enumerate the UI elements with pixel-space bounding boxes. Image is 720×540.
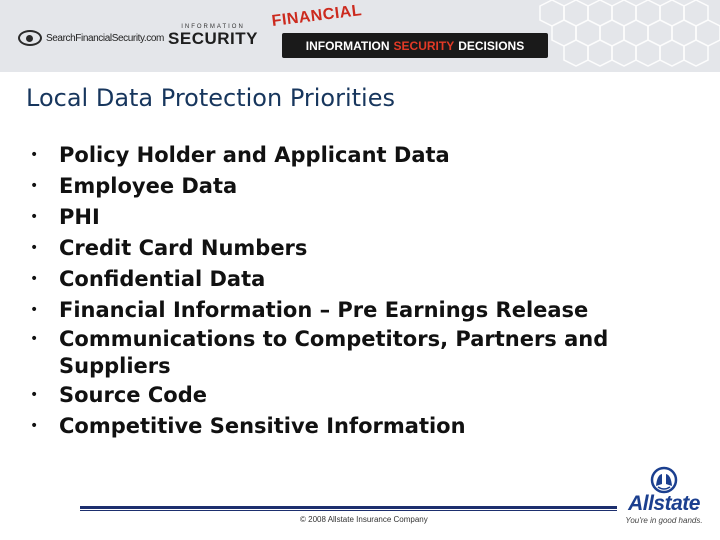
magazine-logo-small: INFORMATION — [181, 24, 245, 30]
list-item — [28, 233, 708, 264]
list-item — [28, 171, 708, 202]
bullet-list — [28, 140, 708, 442]
list-item — [28, 411, 708, 442]
list-item-text: Source Code — [59, 383, 207, 407]
bullet-icon: • — [30, 147, 39, 163]
list-item-text: Policy Holder and Applicant Data — [59, 143, 450, 167]
bullet-icon: • — [30, 240, 39, 256]
list-item-text: Employee Data — [59, 174, 238, 198]
site-logo — [18, 30, 164, 46]
decisions-bar — [282, 33, 548, 58]
decisions-part3: DECISIONS — [458, 38, 525, 53]
list-item-text: PHI — [59, 205, 100, 229]
bullet-icon: • — [30, 418, 39, 434]
magazine-logo — [168, 24, 258, 49]
decisions-part2: SECURITY — [393, 38, 455, 53]
slide-title: Local Data Protection Priorities — [26, 84, 395, 112]
footer-rule-thin — [80, 510, 617, 511]
site-name: SearchFinancialSecurity.com — [46, 32, 164, 44]
list-item — [28, 380, 708, 411]
copyright-text: © 2008 Allstate Insurance Company — [300, 515, 428, 524]
brand-logo — [616, 466, 712, 532]
list-item — [28, 264, 708, 295]
decisions-part1: INFORMATION — [305, 38, 390, 53]
footer-rule — [80, 506, 617, 509]
brand-tagline: You're in good hands. — [625, 516, 703, 525]
eye-icon — [18, 30, 42, 46]
list-item-text: Financial Information – Pre Earnings Release — [59, 298, 589, 322]
bullet-icon: • — [30, 302, 39, 318]
bullet-icon: • — [30, 331, 39, 347]
list-item — [28, 140, 708, 171]
bullet-icon: • — [30, 209, 39, 225]
header-banner — [0, 0, 720, 72]
list-item — [28, 326, 708, 380]
hexagon-pattern-icon — [520, 0, 720, 72]
magazine-logo-big: SECURITY — [168, 29, 258, 48]
list-item — [28, 295, 708, 326]
bullet-icon: • — [30, 271, 39, 287]
bullet-icon: • — [30, 387, 39, 403]
bullet-icon: • — [30, 178, 39, 194]
list-item-text: Credit Card Numbers — [59, 236, 308, 260]
brand-wordmark: Allstate — [628, 492, 700, 515]
list-item-text: Communications to Competitors, Partners and Suppliers — [59, 327, 609, 378]
list-item-text: Competitive Sensitive Information — [59, 414, 466, 438]
financial-word: FINANCIAL — [270, 2, 363, 31]
list-item — [28, 202, 708, 233]
list-item-text: Confidential Data — [59, 267, 266, 291]
